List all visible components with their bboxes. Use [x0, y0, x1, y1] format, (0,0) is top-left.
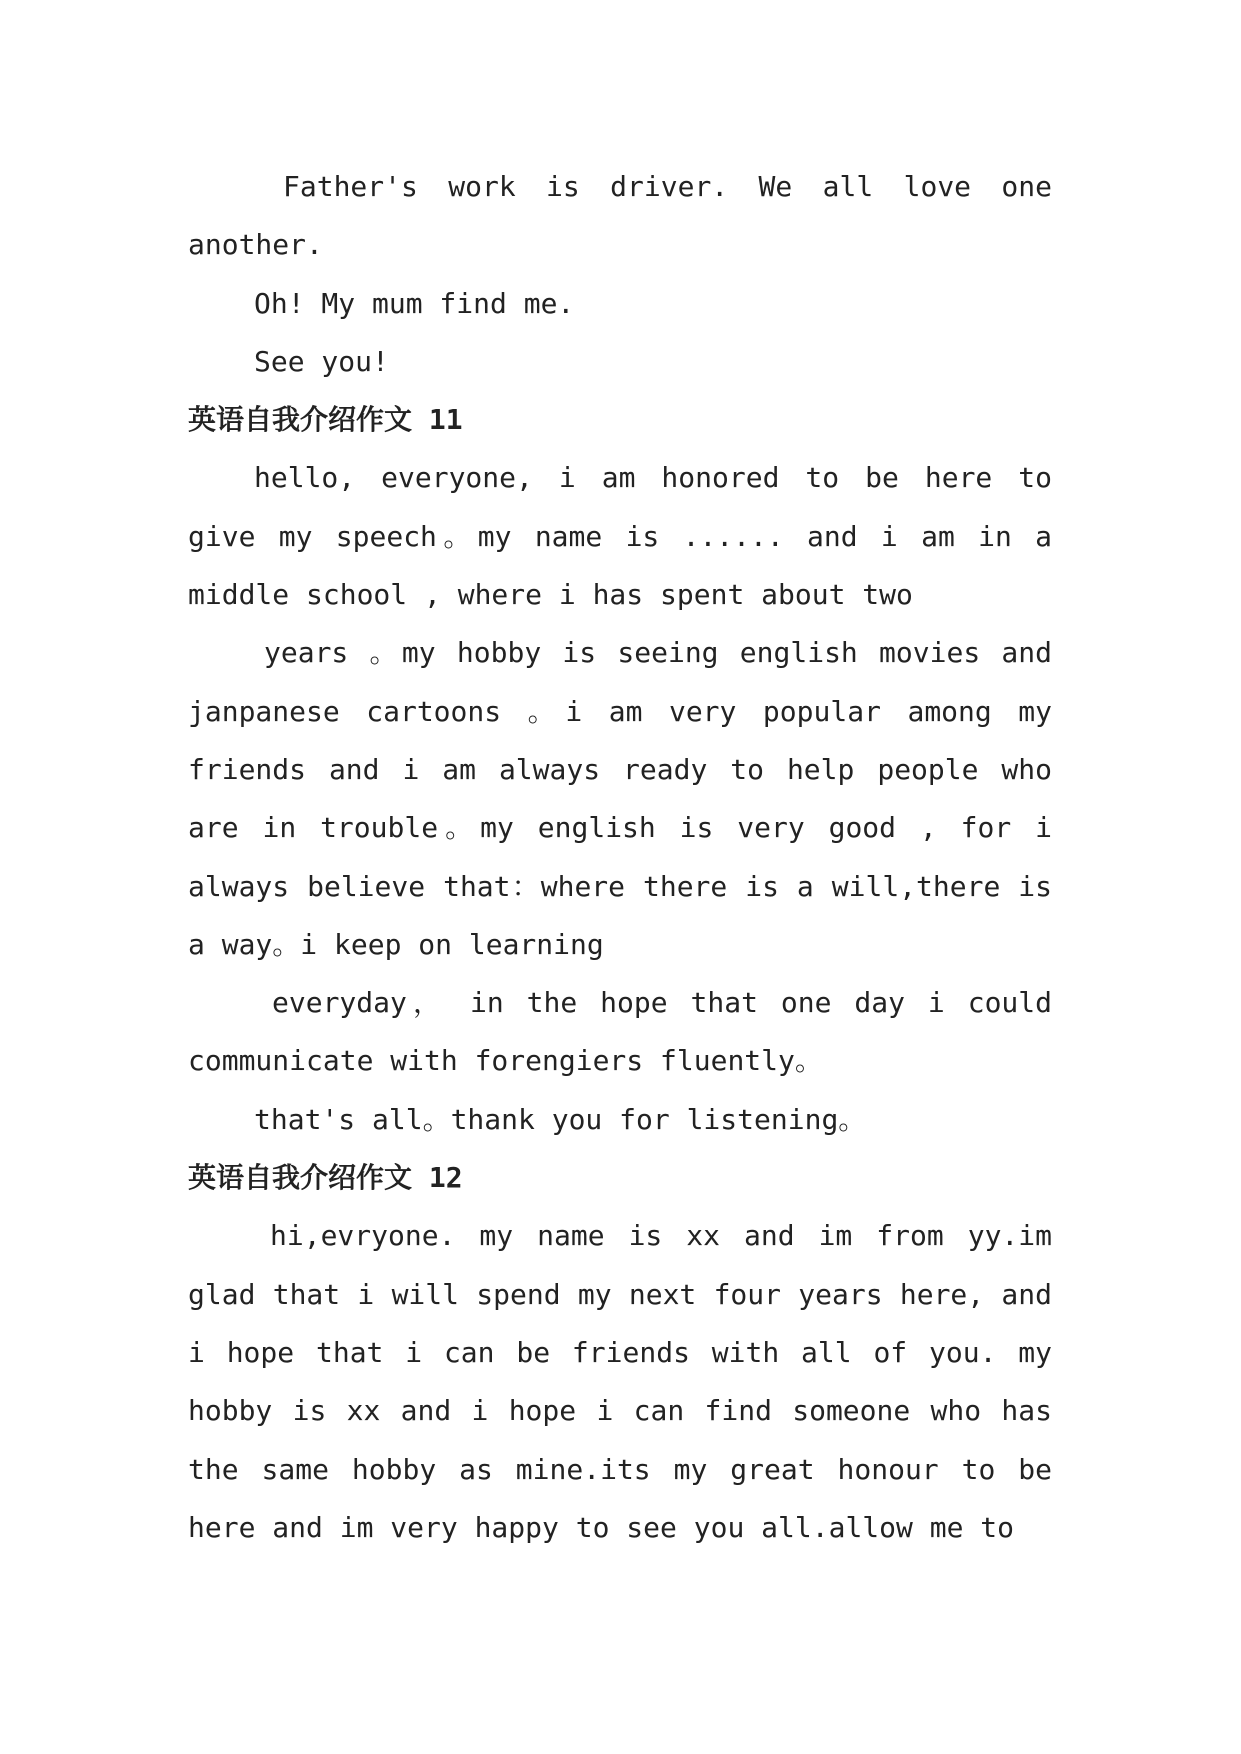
paragraph-everyday: everyday， in the hope that one day i could communicate with forengiers fluently。 — [188, 986, 1052, 1078]
section-heading-12: 英语自我介绍作文 12 — [188, 1161, 463, 1195]
paragraph-father-work: Father's work is driver. We all love one another. — [188, 170, 1052, 262]
document-page — [188, 158, 1052, 1557]
paragraph-hi-everyone: hi,evryone. my name is xx and im from yy.im glad that i will spend my next four years here, and i hope that i can be friends with all of you. my hobby is xx and i hope i can find someone who has the same hobby as mine.its my great honour to be here and im very happy to see you all.allow me to — [188, 1219, 1052, 1544]
section-heading-11: 英语自我介绍作文 11 — [188, 403, 463, 437]
paragraph-mum-find-me: Oh! My mum find me. — [254, 286, 575, 320]
paragraph-thanks: that's all。thank you for listening。 — [254, 1102, 867, 1136]
paragraph-see-you: See you! — [254, 344, 389, 378]
paragraph-hobby: years 。my hobby is seeing english movies and janpanese cartoons 。i am very popular among my friends and i am always ready to help people who are in trouble。my english is very good , for i always believe that：where there is a will,there is a way。i keep on learning — [188, 636, 1052, 961]
paragraph-hello-everyone: hello, everyone, i am honored to be here to give my speech。my name is ...... and i am in a middle school , where i has spent about two — [188, 461, 1052, 612]
